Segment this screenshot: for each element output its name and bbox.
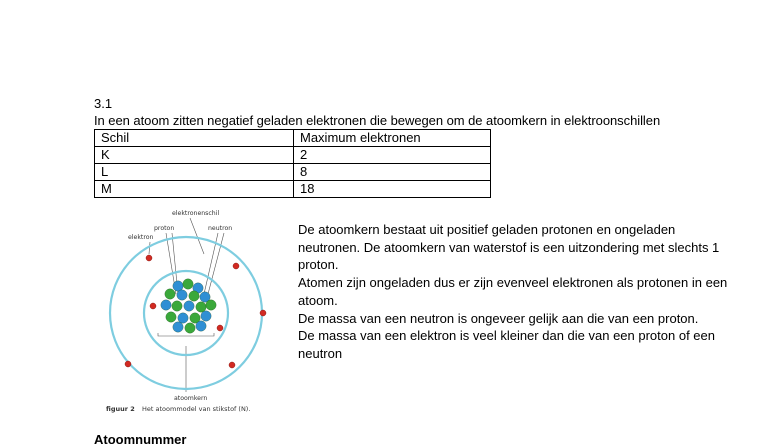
table-cell: 8 [294,164,491,181]
paragraph-line: De atoomkern bestaat uit positief geladen protonen en ongeladen neutronen. De atoomkern van waterstof is een uitzondering met slechts 1 proton. [298,222,720,273]
table-cell: M [95,181,294,198]
label-nucleus: atoomkern [174,395,208,402]
electron-shell-table [94,129,491,198]
table-cell: L [95,164,294,181]
table-cell: 18 [294,181,491,198]
atom-model-diagram [98,206,288,420]
figure-caption-number: figuur 2 [106,405,135,413]
table-cell: K [95,147,294,164]
paragraph-line: De massa van een elektron is veel kleiner dan die van een proton of een neutron [298,328,715,361]
table-cell: 2 [294,147,491,164]
nucleus [161,279,216,333]
label-electron-shell: elektronenschil [172,210,220,217]
next-section-heading: Atoomnummer [94,432,187,447]
label-electron: elektron [128,234,154,241]
label-neutron: neutron [208,225,233,232]
figure-caption-text: Het atoommodel van stikstof (N). [142,405,251,413]
atom-model-figure [98,206,288,420]
explanation-paragraph [298,221,738,363]
table-header-cell: Schil [95,130,294,147]
paragraph-line: Atomen zijn ongeladen dus er zijn evenveel elektronen als protonen in een atoom. [298,275,728,308]
table-row [95,181,491,198]
section-number: 3.1 [94,96,113,111]
table-header-row [95,130,491,147]
table-header-cell: Maximum elektronen [294,130,491,147]
table-row [95,164,491,181]
label-proton: proton [154,225,175,232]
table-row [95,147,491,164]
paragraph-line: De massa van een neutron is ongeveer gelijk aan die van een proton. [298,310,699,326]
intro-text: In een atoom zitten negatief geladen elektronen die bewegen om de atoomkern in elektroonschillen [94,113,661,128]
